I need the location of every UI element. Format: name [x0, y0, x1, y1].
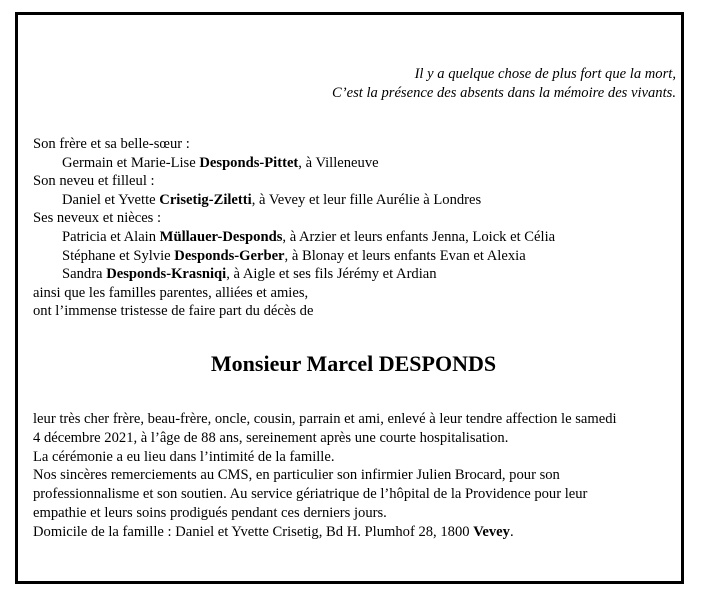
body-line: La cérémonie a eu lieu dans l’intimité de la famille.: [33, 448, 335, 465]
family-member: Patricia et Alain Müllauer-Desponds, à Arzier et leurs enfants Jenna, Loick et Célia: [62, 228, 556, 245]
body-line: empathie et leurs soins prodigués pendant ces derniers jours.: [33, 504, 387, 521]
family-group-label: Son neveu et filleul :: [33, 173, 155, 190]
family-group-label: Son frère et sa belle-sœur :: [33, 136, 190, 152]
family-member: Daniel et Yvette Crisetig-Ziletti, à Vevey et leur fille Aurélie à Londres: [62, 191, 482, 208]
closing-line: ainsi que les familles parentes, alliées et amies,: [33, 284, 309, 301]
notice-body: [33, 410, 617, 542]
body-line: leur très cher frère, beau-frère, oncle, cousin, parrain et ami, enlevé à leur tendre affection le samedi: [33, 411, 617, 427]
family-member: Germain et Marie-Lise Desponds-Pittet, à Villeneuve: [62, 154, 379, 171]
quote-line-2: C’est la présence des absents dans la mémoire des vivants.: [332, 85, 676, 101]
body-line: professionnalisme et son soutien. Au service gériatrique de l’hôpital de la Providence pour leur: [33, 486, 588, 503]
domicile-line: Domicile de la famille : Daniel et Yvette Crisetig, Bd H. Plumhof 28, 1800 Vevey.: [33, 523, 514, 540]
closing-line: ont l’immense tristesse de faire part du décès de: [33, 303, 314, 320]
family-member: Stéphane et Sylvie Desponds-Gerber, à Blonay et leurs enfants Evan et Alexia: [62, 247, 526, 264]
deceased-name: Monsieur Marcel DESPONDS: [210, 351, 497, 376]
epigraph-quote: [332, 65, 676, 103]
body-line: 4 décembre 2021, à l’âge de 88 ans, sereinement après une courte hospitalisation.: [33, 429, 509, 446]
family-list: [33, 135, 555, 321]
quote-line-1: Il y a quelque chose de plus fort que la mort,: [414, 66, 676, 82]
family-group-label: Ses neveux et nièces :: [33, 210, 162, 227]
body-line: Nos sincères remerciements au CMS, en particulier son infirmier Julien Brocard, pour son: [33, 467, 560, 484]
family-member: Sandra Desponds-Krasniqi, à Aigle et ses fils Jérémy et Ardian: [62, 266, 437, 283]
